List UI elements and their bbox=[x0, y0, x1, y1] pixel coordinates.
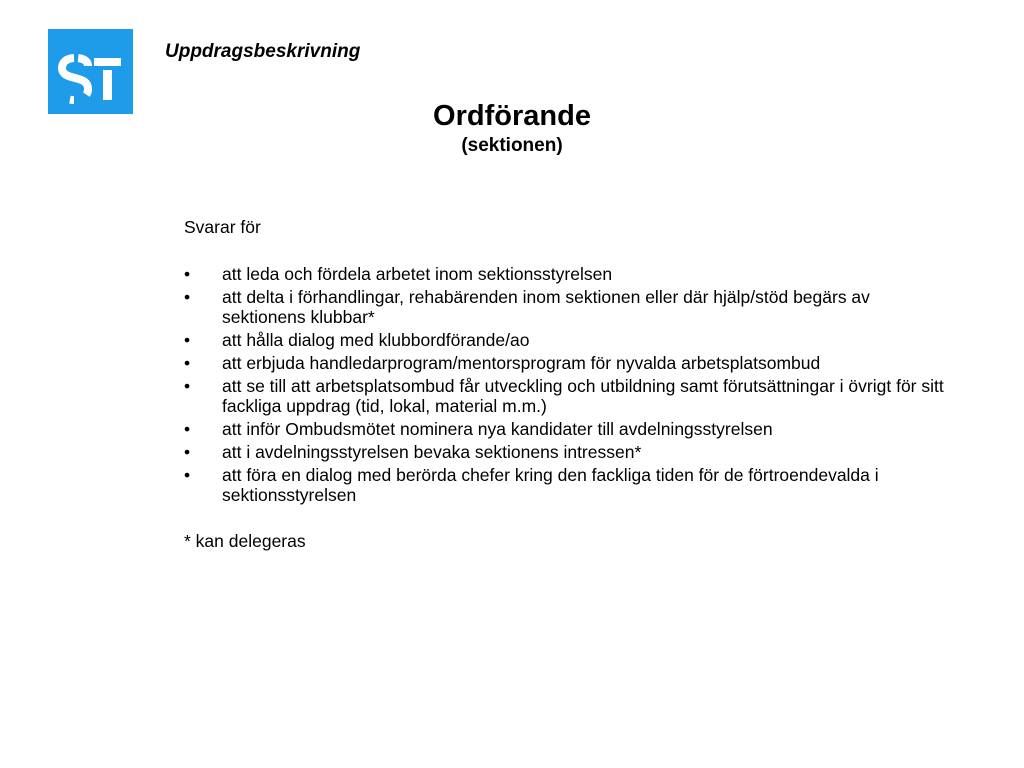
list-item bbox=[184, 442, 944, 462]
list-item bbox=[184, 353, 944, 373]
bullet-icon: • bbox=[184, 353, 191, 373]
title-block bbox=[312, 98, 712, 158]
bullet-icon: • bbox=[184, 287, 191, 307]
list-item bbox=[184, 465, 944, 505]
bullet-icon: • bbox=[184, 442, 191, 462]
st-logo bbox=[48, 29, 133, 114]
list-item-text: att inför Ombudsmötet nominera nya kandidater till avdelningsstyrelsen bbox=[222, 419, 773, 439]
page-subtitle: (sektionen) bbox=[461, 135, 563, 156]
list-item-text: att delta i förhandlingar, rehabärenden inom sektionen eller där hjälp/stöd begärs av sektionens klubbar* bbox=[222, 287, 870, 327]
st-logo-icon bbox=[48, 29, 133, 114]
header-label: Uppdragsbeskrivning bbox=[165, 41, 361, 62]
list-item-text: att erbjuda handledarprogram/mentorsprogram för nyvalda arbetsplatsombud bbox=[222, 353, 821, 373]
list-item-text: att i avdelningsstyrelsen bevaka sektionens intressen* bbox=[222, 442, 642, 462]
list-item-text: att se till att arbetsplatsombud får utveckling och utbildning samt förutsättningar i övrigt för sitt fackliga uppdrag (tid, lokal, material m.m.) bbox=[222, 376, 944, 416]
list-item bbox=[184, 419, 944, 439]
responsibility-list bbox=[184, 264, 944, 505]
list-item bbox=[184, 376, 944, 416]
bullet-icon: • bbox=[184, 330, 191, 350]
bullet-icon: • bbox=[184, 264, 191, 284]
intro-text: Svarar för bbox=[184, 217, 261, 237]
bullet-icon: • bbox=[184, 465, 191, 485]
list-item bbox=[184, 264, 944, 284]
list-item-text: att föra en dialog med berörda chefer kring den fackliga tiden för de förtroendevalda i sektionsstyrelsen bbox=[222, 465, 879, 505]
bullet-icon: • bbox=[184, 376, 191, 396]
bullet-icon: • bbox=[184, 419, 191, 439]
footnote: * kan delegeras bbox=[184, 531, 306, 551]
content-body bbox=[184, 217, 944, 551]
list-item bbox=[184, 330, 944, 350]
page-title: Ordförande bbox=[433, 100, 591, 132]
list-item bbox=[184, 287, 944, 327]
list-item-text: att hålla dialog med klubbordförande/ao bbox=[222, 330, 530, 350]
list-item-text: att leda och fördela arbetet inom sektionsstyrelsen bbox=[222, 264, 613, 284]
